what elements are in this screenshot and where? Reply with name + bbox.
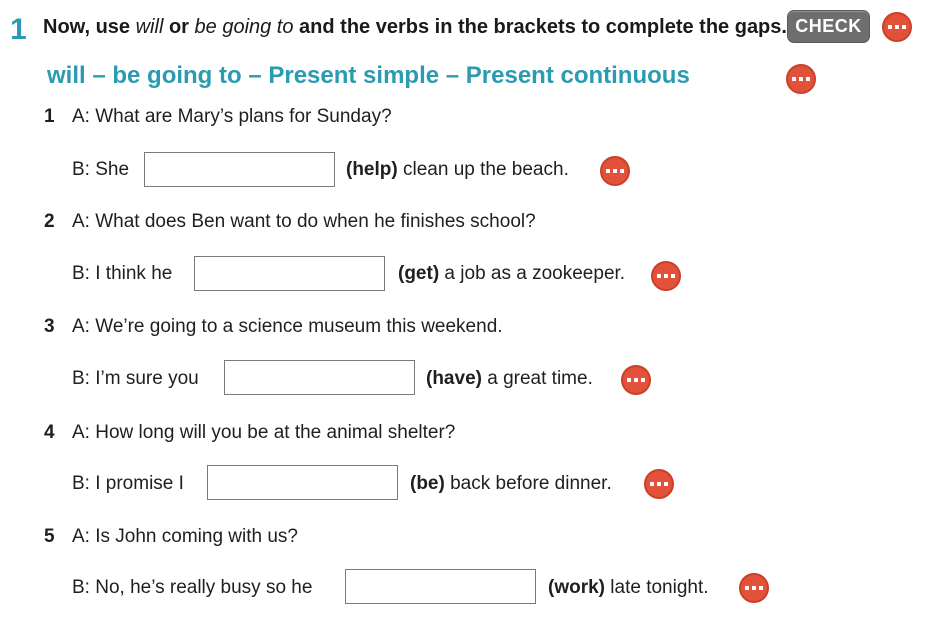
sentence-tail: late tonight.: [605, 577, 709, 598]
sentence-tail: a job as a zookeeper.: [439, 263, 626, 284]
exercise-instruction: [43, 16, 787, 39]
answer-tail: [426, 368, 593, 390]
more-dots-icon[interactable]: [739, 573, 769, 603]
question-line: A: What are Mary’s plans for Sunday?: [72, 106, 392, 127]
more-dots-icon[interactable]: [786, 64, 816, 94]
question-line: A: We’re going to a science museum this weekend.: [72, 316, 503, 337]
verb-hint: (get): [398, 263, 440, 284]
question-line: A: What does Ben want to do when he finishes school?: [72, 211, 536, 232]
grammar-subtitle: will – be going to – Present simple – Present continuous: [47, 62, 690, 89]
answer-tail: [398, 263, 625, 285]
exercise-number: 1: [10, 13, 27, 46]
item-number: 1: [44, 106, 55, 127]
gap-input-2[interactable]: [194, 256, 385, 291]
instruction-part-italic: will: [135, 16, 164, 38]
gap-input-5[interactable]: [345, 569, 536, 604]
sentence-tail: a great time.: [481, 368, 593, 389]
gap-input-3[interactable]: [224, 360, 415, 395]
verb-hint: (help): [346, 159, 398, 180]
question-line: A: Is John coming with us?: [72, 526, 298, 547]
gap-input-1[interactable]: [144, 152, 335, 187]
answer-lead: B: She: [72, 159, 130, 180]
answer-lead: B: I promise I: [72, 473, 184, 494]
answer-tail: [410, 473, 612, 495]
answer-lead: B: I think he: [72, 263, 173, 284]
item-number: 4: [44, 422, 55, 443]
instruction-part: Now, use: [43, 16, 136, 38]
answer-lead: B: No, he’s really busy so he: [72, 577, 313, 598]
instruction-part: or: [163, 16, 195, 38]
verb-hint: (have): [426, 368, 482, 389]
gap-input-4[interactable]: [207, 465, 398, 500]
more-dots-icon[interactable]: [600, 156, 630, 186]
sentence-tail: clean up the beach.: [397, 159, 569, 180]
item-number: 5: [44, 526, 55, 547]
more-dots-icon[interactable]: [882, 12, 912, 42]
check-button[interactable]: CHECK: [787, 10, 870, 43]
answer-tail: [346, 159, 569, 181]
instruction-part: and the verbs in the brackets to complete the gaps.: [293, 16, 787, 38]
sentence-tail: back before dinner.: [444, 473, 612, 494]
question-line: A: How long will you be at the animal shelter?: [72, 422, 456, 443]
verb-hint: (work): [548, 577, 605, 598]
answer-lead: B: I’m sure you: [72, 368, 199, 389]
verb-hint: (be): [410, 473, 445, 494]
more-dots-icon[interactable]: [644, 469, 674, 499]
more-dots-icon[interactable]: [621, 365, 651, 395]
item-number: 2: [44, 211, 55, 232]
item-number: 3: [44, 316, 55, 337]
instruction-part-italic: be going to: [194, 16, 294, 38]
more-dots-icon[interactable]: [651, 261, 681, 291]
answer-tail: [548, 577, 709, 599]
